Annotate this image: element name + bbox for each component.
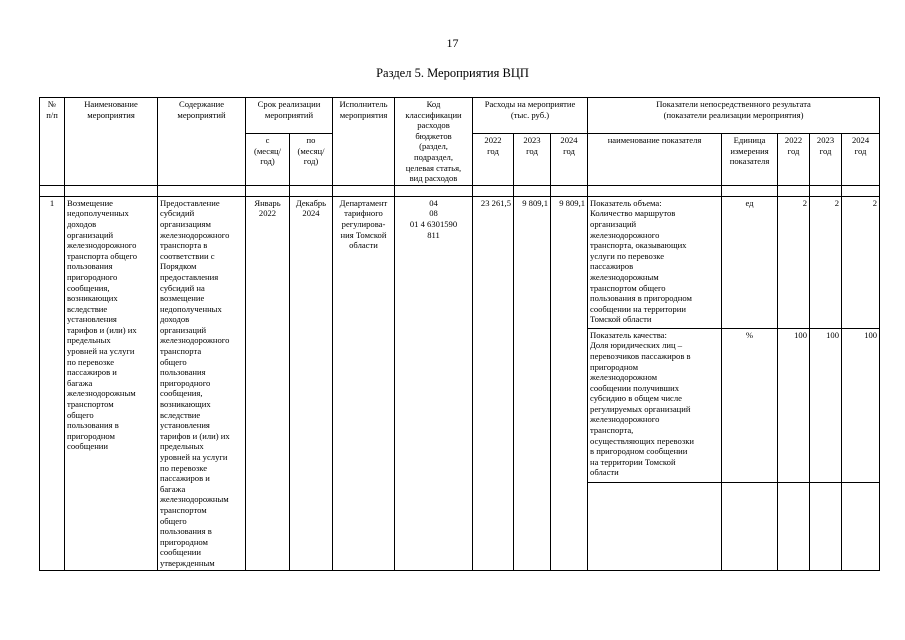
row-exp-2022: 23 261,5 [473,196,514,570]
row-exp-2023: 9 809,1 [514,196,551,570]
row-executor: Департамент тарифного регулирова- ния Томской области [333,196,395,570]
indicator-quality-2022: 100 [778,328,810,482]
indicator-quality-2024: 100 [842,328,880,482]
indicator-volume-2022: 2 [778,196,810,328]
header-exp-2023: 2023 год [514,133,551,185]
header-code: Код классификации расходов бюджетов (раздел, подраздел, целевая статья, вид расходов [395,98,473,186]
spacer-row [40,185,880,196]
header-term: Срок реализации мероприятий [246,98,333,134]
indicator-empty-2024 [842,482,880,570]
indicator-empty-2023 [810,482,842,570]
row-num: 1 [40,196,65,570]
events-table-wrapper [39,97,879,571]
row-code: 04 08 01 4 6301590 811 [395,196,473,570]
header-ind-2023: 2023 год [810,133,842,185]
indicator-volume-name: Показатель объема: Количество маршрутов организаций железнодорожного транспорта, оказывающих услуги по перевозке пассажиров железнодорожным транспортом общего пользования в пригородном сообщении на территории Томской области [588,196,722,328]
header-exp-2024: 2024 год [551,133,588,185]
header-event-name: Наименование мероприятия [65,98,158,186]
header-expenses: Расходы на мероприятие (тыс. руб.) [473,98,588,134]
header-ind-2024: 2024 год [842,133,880,185]
indicator-volume-2024: 2 [842,196,880,328]
section-title: Раздел 5. Мероприятия ВЦП [376,66,529,80]
indicator-empty-2022 [778,482,810,570]
indicator-quality-2023: 100 [810,328,842,482]
events-table [39,97,880,571]
header-num: № п/п [40,98,65,186]
table-row [40,196,880,328]
row-event-name: Возмещение недополученных доходов организаций железнодорожного транспорта общего пользования пригородного сообщения, возникающих вследствие установления тарифов и (или) их предельных уровней на услуги по перевозке пассажиров и багажа железнодорожным транспортом общего пользования в пригородном сообщении [65,196,158,570]
header-term-to: по (месяц/ год) [290,133,333,185]
header-exp-2022: 2022 год [473,133,514,185]
header-indicators: Показатели непосредственного результата (показатели реализации мероприятия) [588,98,880,134]
row-term-from: Январь 2022 [246,196,290,570]
header-term-from: с (месяц/ год) [246,133,290,185]
indicator-quality-unit: % [722,328,778,482]
header-ind-2022: 2022 год [778,133,810,185]
header-executor: Исполнитель мероприятия [333,98,395,186]
indicator-volume-unit: ед [722,196,778,328]
header-row-1 [40,98,880,134]
row-content: Предоставление субсидий организациям железнодорожного транспорта в соответствии с Порядком предоставления субсидий на возмещение недополученных доходов организаций железнодорожного транспорта общего пользования пригородного сообщения, возникающих вследствие установления тарифов и (или) их предельных уровней на услуги по перевозке пассажиров и багажа железнодорожным транспортом общего пользования в пригородном сообщении утвержденным [158,196,246,570]
row-exp-2024: 9 809,1 [551,196,588,570]
indicator-quality-name: Показатель качества: Доля юридических лиц – перевозчиков пассажиров в пригородном железнодорожном сообщении получивших субсидию в общем числе регулируемых организаций железнодорожного транспорта, осуществляющих перевозки в пригородном сообщении на территории Томской области [588,328,722,482]
row-term-to: Декабрь 2024 [290,196,333,570]
indicator-empty-name [588,482,722,570]
page-number: 17 [446,36,459,50]
header-ind-unit: Единица измерения показателя [722,133,778,185]
header-ind-name: наименование показателя [588,133,722,185]
indicator-empty-unit [722,482,778,570]
indicator-volume-2023: 2 [810,196,842,328]
header-content: Содержание мероприятий [158,98,246,186]
